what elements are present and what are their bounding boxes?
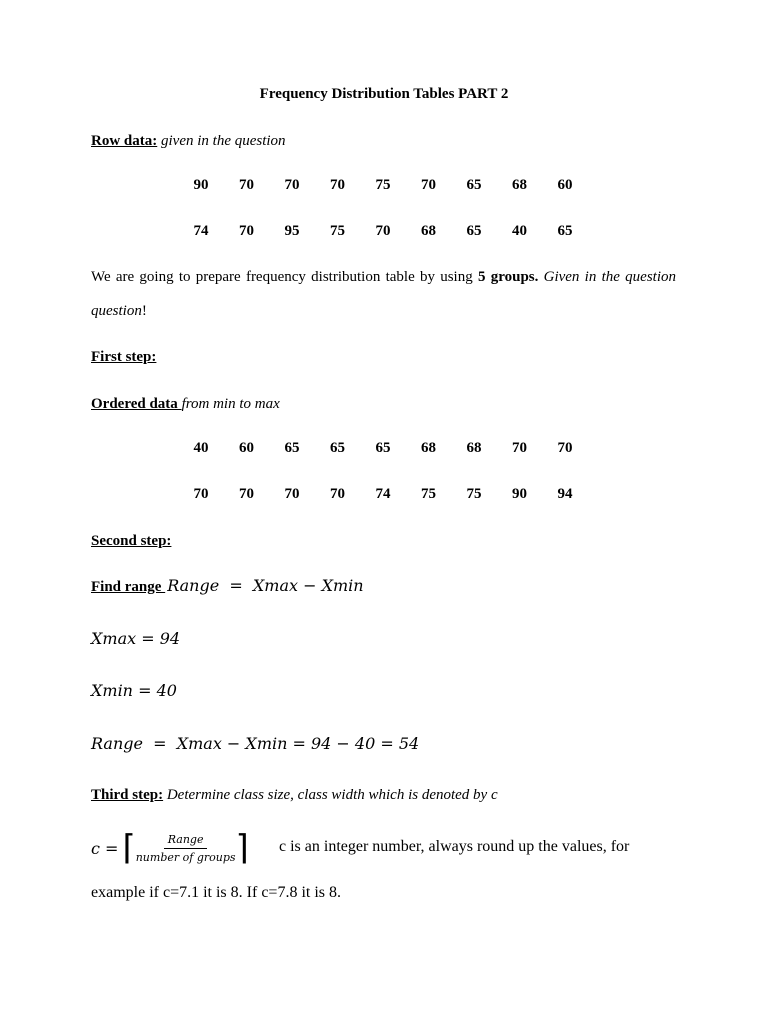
- raw-data-note: given in the question: [157, 133, 286, 149]
- ordered-value: 75: [421, 486, 436, 502]
- ordered-data-note: from min to max: [181, 396, 280, 412]
- intro-line-2: question!: [91, 303, 147, 319]
- page-title: Frequency Distribution Tables PART 2: [259, 86, 509, 102]
- ordered-value: 70: [193, 486, 209, 502]
- raw-value: 75: [375, 177, 391, 193]
- intro-groups: 5 groups.: [477, 269, 539, 285]
- second-step-heading: Second step:: [91, 533, 172, 549]
- raw-value: 65: [557, 223, 573, 239]
- c-explanation: c is an integer number, always round up the values, for: [279, 838, 630, 855]
- raw-value: 70: [239, 177, 254, 193]
- ordered-value: 70: [330, 486, 345, 502]
- raw-value: 95: [284, 223, 300, 239]
- ordered-data-heading: [91, 395, 280, 413]
- third-step-note: Determine class size, class width which is denoted by c: [163, 787, 498, 803]
- c-example: example if c=7.1 it is 8. If c=7.8 it is 8.: [91, 884, 341, 901]
- raw-value: 74: [193, 223, 209, 239]
- ceiling-right-bracket: ⌉: [235, 828, 249, 868]
- ordered-value: 65: [330, 440, 345, 456]
- xmax-value: Xmax = 94: [91, 629, 181, 648]
- raw-value: 68: [421, 223, 436, 239]
- raw-value: 90: [193, 177, 209, 193]
- raw-value: 65: [466, 223, 482, 239]
- raw-value: 75: [330, 223, 345, 239]
- intro-text: We are going to prepare frequency distribution table by using: [91, 269, 478, 285]
- raw-value: 70: [239, 223, 254, 239]
- intro-given: Given in the question: [538, 269, 676, 285]
- ordered-value: 74: [375, 486, 391, 502]
- range-calculation: Range = Xmax − Xmin = 94 − 40 = 54: [91, 734, 420, 753]
- raw-value: 70: [421, 177, 436, 193]
- raw-value: 65: [466, 177, 482, 193]
- raw-value: 70: [375, 223, 391, 239]
- raw-data-heading: [91, 132, 286, 150]
- c-lhs: c =: [91, 838, 119, 858]
- fraction-numerator: Range: [164, 833, 208, 849]
- ceiling-left-bracket: ⌈: [122, 828, 136, 868]
- ordered-value: 75: [466, 486, 482, 502]
- ordered-value: 68: [466, 440, 482, 456]
- ordered-value: 94: [557, 486, 573, 502]
- raw-value: 70: [330, 177, 345, 193]
- third-step-label: Third step:: [91, 787, 164, 803]
- ordered-data-label: Ordered data: [91, 396, 182, 412]
- raw-data-label: Row data:: [91, 133, 158, 149]
- find-range-line: [91, 576, 364, 596]
- ordered-value: 65: [284, 440, 300, 456]
- ordered-value: 40: [193, 440, 209, 456]
- raw-value: 68: [512, 177, 527, 193]
- class-width-formula: [91, 826, 249, 870]
- raw-value: 60: [557, 177, 573, 193]
- range-over-groups-fraction: [136, 833, 236, 864]
- ordered-value: 70: [284, 486, 300, 502]
- third-step-heading: [91, 786, 498, 804]
- fraction-denominator: number of groups: [135, 850, 236, 864]
- range-formula: Range = Xmax − Xmin: [167, 576, 364, 595]
- ordered-value: 90: [512, 486, 527, 502]
- ordered-value: 60: [239, 440, 254, 456]
- find-range-label: Find range: [91, 579, 166, 595]
- first-step-heading: First step:: [91, 349, 157, 365]
- ordered-value: 65: [375, 440, 391, 456]
- raw-value: 70: [284, 177, 300, 193]
- intro-line-1: [91, 269, 676, 286]
- ordered-value: 70: [557, 440, 573, 456]
- ordered-value: 70: [239, 486, 254, 502]
- ordered-value: 68: [421, 440, 436, 456]
- intro-end: !: [141, 303, 147, 319]
- xmin-value: Xmin = 40: [91, 681, 177, 700]
- ordered-value: 70: [512, 440, 527, 456]
- raw-value: 40: [512, 223, 527, 239]
